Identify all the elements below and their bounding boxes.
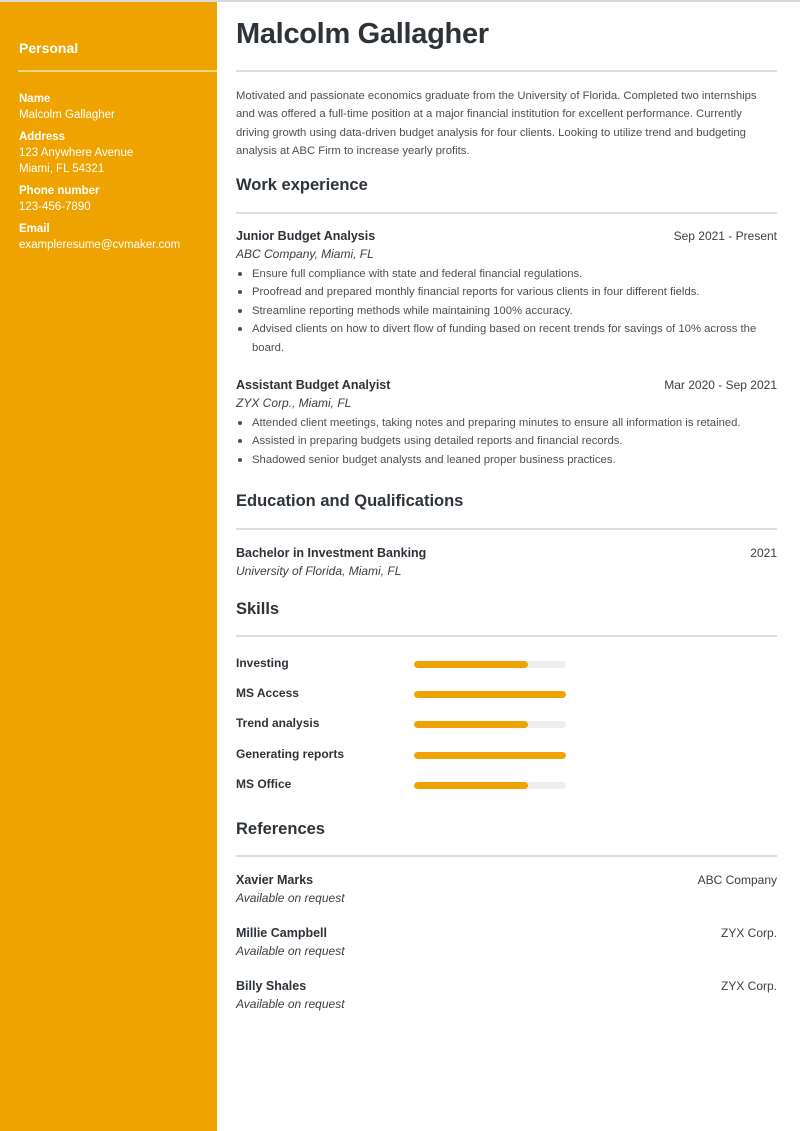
reference-name: Xavier Marks (236, 873, 314, 887)
skill-level-bar (414, 782, 566, 789)
reference-note: Available on request (236, 997, 345, 1011)
section-title-skills: Skills (236, 600, 280, 618)
field-value: 123 Anywhere Avenue (19, 147, 134, 159)
bullet-item: Proofread and prepared monthly financial reports for various clients in four different fields. (236, 283, 777, 301)
job-title: Junior Budget Analysis (236, 229, 376, 243)
profile-summary: Motivated and passionate economics graduate from the University of Florida. Completed two internships and was offered a full-time position at a major financial institution for excellent performance. Currently driving growth using data-driven budget analysis for four clients. Looking to utilize trend and budgeting analysis at ABC Firm to increase yearly profits. (236, 90, 757, 158)
bullet-item: Assisted in preparing budgets using detailed reports and financial records. (236, 432, 777, 450)
skill-level-fill (414, 691, 566, 698)
section-divider (236, 212, 777, 214)
bullet-item: Streamline reporting methods while maintaining 100% accuracy. (236, 302, 777, 320)
job-dates: Sep 2021 - Present (673, 229, 777, 243)
reference-entry (236, 979, 777, 1011)
field-address (19, 129, 209, 177)
field-name (19, 91, 209, 123)
email-link[interactable]: exampleresume@cvmaker.com (19, 239, 181, 251)
skill-row (236, 777, 777, 795)
sidebar-divider (18, 70, 217, 72)
skill-level-fill (414, 752, 566, 759)
field-value: Malcolm Gallagher (19, 109, 115, 121)
skill-name: MS Office (236, 777, 292, 791)
bullet-item: Shadowed senior budget analysts and leaned proper business practices. (236, 451, 777, 469)
skill-level-fill (414, 721, 528, 728)
degree-title: Bachelor in Investment Banking (236, 546, 427, 560)
bullet-item: Advised clients on how to divert flow of funding based on recent trends for savings of 10% across the board. (236, 320, 777, 357)
skill-name: Trend analysis (236, 716, 320, 730)
bullet-item: Ensure full compliance with state and federal financial regulations. (236, 265, 777, 283)
job-company: ABC Company, Miami, FL (236, 247, 374, 261)
skill-level-bar (414, 752, 566, 759)
job-entry (236, 378, 777, 469)
job-title: Assistant Budget Analyist (236, 378, 391, 392)
field-value: Miami, FL 54321 (19, 163, 105, 175)
skill-row (236, 686, 777, 704)
personal-sidebar (0, 2, 217, 1131)
job-bullets (236, 265, 777, 357)
field-phone (19, 183, 209, 215)
education-entry (236, 546, 777, 578)
section-divider (236, 855, 777, 857)
job-bullets (236, 414, 777, 469)
field-label: Email (19, 223, 50, 235)
reference-entry (236, 873, 777, 905)
reference-company: ZYX Corp. (720, 926, 777, 940)
job-company: ZYX Corp., Miami, FL (236, 396, 352, 410)
sidebar-title: Personal (19, 40, 79, 56)
reference-company: ZYX Corp. (720, 979, 777, 993)
skill-level-bar (414, 721, 566, 728)
skill-row (236, 716, 777, 734)
reference-company: ABC Company (697, 873, 777, 887)
skill-level-bar (414, 691, 566, 698)
section-title-references: References (236, 820, 325, 838)
skill-row (236, 747, 777, 765)
skill-name: Generating reports (236, 747, 345, 761)
skill-level-fill (414, 782, 528, 789)
reference-note: Available on request (236, 891, 345, 905)
field-label: Phone number (19, 185, 100, 197)
school-name: University of Florida, Miami, FL (236, 564, 402, 578)
reference-name: Billy Shales (236, 979, 307, 993)
field-email (19, 221, 209, 253)
reference-entry (236, 926, 777, 958)
field-value: 123-456-7890 (19, 201, 91, 213)
field-label: Name (19, 93, 51, 105)
bullet-item: Attended client meetings, taking notes and preparing minutes to ensure all information is retained. (236, 414, 777, 432)
skill-level-fill (414, 661, 528, 668)
skill-level-bar (414, 661, 566, 668)
field-label: Address (19, 131, 66, 143)
section-divider (236, 635, 777, 637)
skill-row (236, 656, 777, 674)
skill-name: MS Access (236, 686, 299, 700)
reference-name: Millie Campbell (236, 926, 327, 940)
graduation-year: 2021 (750, 546, 777, 560)
title-divider (236, 70, 777, 72)
section-divider (236, 528, 777, 530)
page-title: Malcolm Gallagher (236, 18, 489, 50)
job-dates: Mar 2020 - Sep 2021 (664, 378, 777, 392)
skill-name: Investing (236, 656, 289, 670)
reference-note: Available on request (236, 944, 345, 958)
personal-fields (19, 91, 209, 259)
job-entry (236, 229, 777, 357)
section-title-education: Education and Qualifications (236, 492, 464, 510)
section-title-work: Work experience (236, 176, 368, 194)
